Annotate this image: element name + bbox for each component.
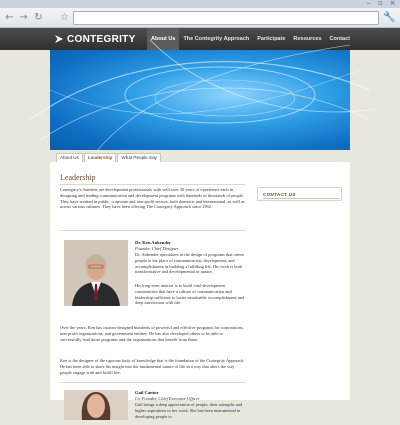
profile-divider xyxy=(60,382,245,383)
window-controls xyxy=(363,0,398,8)
page-viewport xyxy=(0,28,400,419)
contact-us-link[interactable]: CONTACT US xyxy=(263,190,339,199)
logo-text: CONTEGRITY xyxy=(67,33,136,45)
section-subtabs xyxy=(56,153,161,162)
logo-mark-icon xyxy=(54,34,64,44)
profile-bio: Over the years, Ken has custom-designed hundreds of powerful and effective programs for corporations, non-profit organizations, and government entities. He has also developed others to be able to successfully lead those programs and the organizations that benefit from them. xyxy=(60,325,244,342)
hero-swirl-graphic xyxy=(50,50,350,150)
reload-icon[interactable]: ↻ xyxy=(34,12,43,23)
nav-participate[interactable]: Participate xyxy=(257,36,286,42)
nav-contegrity-approach[interactable]: The Contegrity Approach xyxy=(183,36,250,42)
profile-name: Dr. Ken Anbender xyxy=(135,240,171,245)
profile-bio: Dr. Anbender specializes in the design of programs that orient people to the place of communication, development, and accomplishment in building a fulfilling life. His work is both transformative and developmental in nature. xyxy=(135,252,244,275)
forward-icon[interactable]: → xyxy=(19,12,28,23)
maximize-icon[interactable]: ▫ xyxy=(378,0,383,7)
subtab-leadership[interactable]: Leadership xyxy=(84,153,117,162)
main-nav xyxy=(147,28,354,50)
back-icon[interactable]: ← xyxy=(5,12,14,23)
bookmark-star-icon[interactable]: ☆ xyxy=(60,12,69,23)
profile-role: Co-Founder, Chief Executive Officer xyxy=(135,396,200,401)
profile-bio: Ken is the designer of the rigorous body of knowledge that is the foundation of the Contegrity Approach. He has been able to share his insight into the fundamental nature of life in a way that alters the way people engage with and fulfill life. xyxy=(60,358,245,375)
address-bar[interactable] xyxy=(73,11,379,25)
profile-role: Founder, Chief Designer xyxy=(135,246,179,251)
site-logo[interactable] xyxy=(54,31,136,47)
subtab-about-us[interactable]: About Us xyxy=(56,153,83,162)
profile-photo-gail-cantor xyxy=(64,390,128,420)
portrait-man-image xyxy=(64,240,128,306)
title-divider xyxy=(60,184,245,185)
close-icon[interactable]: × xyxy=(389,0,396,7)
content-panel: Leadership Contegrity's founders are development professionals with well over 30 years of experience each in designing and leading communication and development programs with hundreds of thousands of people. They have worked in public, corporate and non-profit sectors, both domestic and international, as well as across various cultures. They have been offering The Contegrity Approach since 1992. Dr. Ken Anbender Founder, Chief Designer Dr. Anbender specializes in the design of programs that orient people to the place of communication, development, and accomplishment in building a fulfilling life. His work is both transformative and developmental in nature. His long-term interest is to build vital development communities that have a culture of communication and leadership sufficient to foster sustainable accomplishment and deep satisfaction with life. Over the years, Ken has custom-designed hundreds of powerful and effective programs for corporations, non-profit organizations, and government entities. He has also developed others to be able to successfully lead those programs and the organizations that benefit from them. Ken is the designer of the rigorous body of knowledge that is the foundation of the Contegrity Approach. He has been able to share his insight into the fundamental nature of life in a way that alters the way people engage with and fulfill life. Gail Cantor Co-Founder, Chief Executive Officer Gail brings a deep appreciation of people, their strengths and higher aspirations to her work. She has been instrumental in developing people to CONTACT US xyxy=(50,162,350,400)
nav-about-us[interactable]: About Us xyxy=(147,28,179,50)
browser-toolbar xyxy=(0,8,400,28)
wrench-menu-icon[interactable]: 🔧 xyxy=(383,12,396,23)
nav-contact[interactable]: Contact xyxy=(329,36,350,42)
profile-photo-ken-anbender xyxy=(64,240,128,306)
hero-banner xyxy=(50,50,350,150)
portrait-woman-image xyxy=(64,390,128,420)
nav-resources[interactable]: Resources xyxy=(293,36,322,42)
intro-paragraph: Contegrity's founders are development professionals with well over 30 years of experience each in designing and leading communication and development programs with hundreds of thousands of people. They have worked in public, corporate and non-profit sectors, both domestic and international, as well as across various cultures. They have been offering The Contegrity Approach since 1992. xyxy=(60,187,245,210)
section-divider xyxy=(60,230,245,231)
subtab-what-people-say[interactable]: What People Say xyxy=(117,153,161,162)
minimize-icon[interactable]: – xyxy=(366,0,371,7)
profile-name: Gail Cantor xyxy=(135,390,159,395)
sidebar-contact-box xyxy=(257,187,342,201)
profile-bio: His long-term interest is to build vital development communities that have a culture of communication and leadership sufficient to foster sustainable accomplishment and deep satisfaction with life. xyxy=(135,283,245,306)
browser-tabstrip xyxy=(0,0,400,8)
page-title: Leadership xyxy=(60,173,96,182)
